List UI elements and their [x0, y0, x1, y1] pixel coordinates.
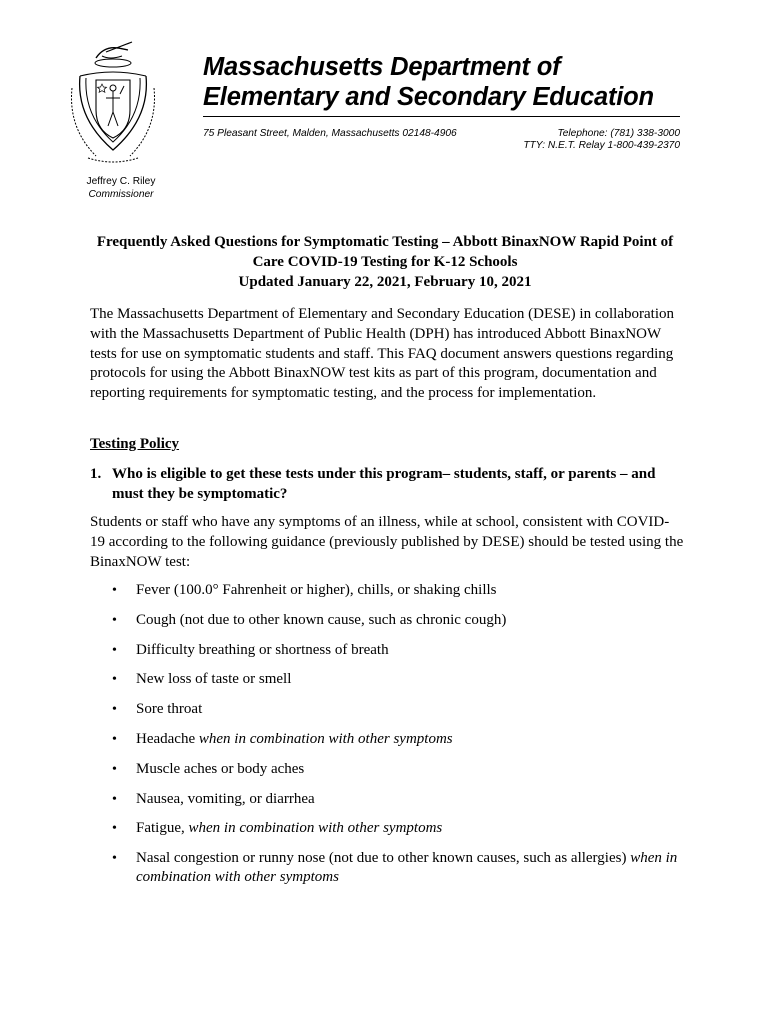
commissioner-block	[80, 175, 162, 201]
list-item	[90, 790, 690, 809]
symptom-text: Cough (not due to other known cause, such as chronic cough)	[136, 611, 507, 628]
list-item	[90, 730, 690, 749]
section-heading-testing-policy: Testing Policy	[90, 436, 180, 452]
telephone-text: Telephone: (781) 338-3000	[557, 128, 680, 139]
header-divider	[203, 116, 680, 117]
massachusetts-state-seal-icon	[66, 38, 160, 166]
symptom-note: when in combination with other symptoms	[136, 850, 678, 886]
list-item	[90, 700, 690, 719]
symptom-text: Fever (100.0° Fahrenheit or higher), chills, or shaking chills	[136, 582, 497, 598]
organization-title	[203, 52, 683, 112]
symptom-note: when in combination with other symptoms	[188, 820, 443, 837]
tty-text: TTY: N.E.T. Relay 1-800-439-2370	[523, 140, 680, 151]
list-item	[90, 819, 690, 838]
symptom-text: Fatigue,	[136, 820, 189, 837]
org-title-line-1: Massachusetts Department of	[203, 53, 561, 81]
question-text: Who is eligible to get these tests under this program– students, staff, or parents – and must they be symptomatic?	[112, 466, 656, 502]
document-title-line-3: Updated January 22, 2021, February 10, 2021	[238, 274, 532, 290]
org-title-line-2: Elementary and Secondary Education	[203, 83, 654, 111]
list-item	[90, 849, 690, 887]
list-item	[90, 581, 690, 600]
intro-paragraph: The Massachusetts Department of Elementary and Secondary Education (DESE) in collaboration with the Massachusetts Department of Public Health (DPH) has introduced Abbott BinaxNOW tests for use on symptomatic students and staff. This FAQ document answers questions regarding protocols for using the Abbott BinaxNOW test kits as part of this program, documentation and reporting requirements for symptomatic testing, and the process for implementation.	[90, 306, 674, 402]
commissioner-name: Jeffrey C. Riley	[86, 176, 156, 187]
question-number: 1.	[90, 466, 102, 482]
address-text: 75 Pleasant Street, Malden, Massachusetts 02148-4906	[203, 128, 457, 139]
symptom-text: Nausea, vomiting, or diarrhea	[136, 790, 315, 807]
symptom-list	[90, 581, 690, 898]
symptom-text: New loss of taste or smell	[136, 671, 292, 688]
list-item	[90, 670, 690, 689]
document-title	[88, 232, 682, 292]
symptom-text: Muscle aches or body aches	[136, 760, 305, 777]
answer-paragraph: Students or staff who have any symptoms of an illness, while at school, consistent with COVID-19 according to the following guidance (previously published by DESE) should be tested using the BinaxNOW test:	[90, 514, 684, 570]
symptom-text: Difficulty breathing or shortness of breath	[136, 641, 389, 658]
commissioner-title: Commissioner	[88, 189, 154, 200]
symptom-text: Nasal congestion or runny nose (not due to other known causes, such as allergies)	[136, 850, 631, 867]
list-item	[90, 641, 690, 660]
faq-question-1	[90, 464, 684, 504]
symptom-text: Sore throat	[136, 701, 203, 718]
symptom-note: when in combination with other symptoms	[198, 730, 453, 747]
list-item	[90, 611, 690, 630]
symptom-text: Headache	[136, 730, 199, 747]
document-title-line-2: Care COVID-19 Testing for K-12 Schools	[252, 254, 518, 270]
document-title-line-1: Frequently Asked Questions for Symptomatic Testing – Abbott BinaxNOW Rapid Point of	[96, 234, 674, 250]
list-item	[90, 760, 690, 779]
